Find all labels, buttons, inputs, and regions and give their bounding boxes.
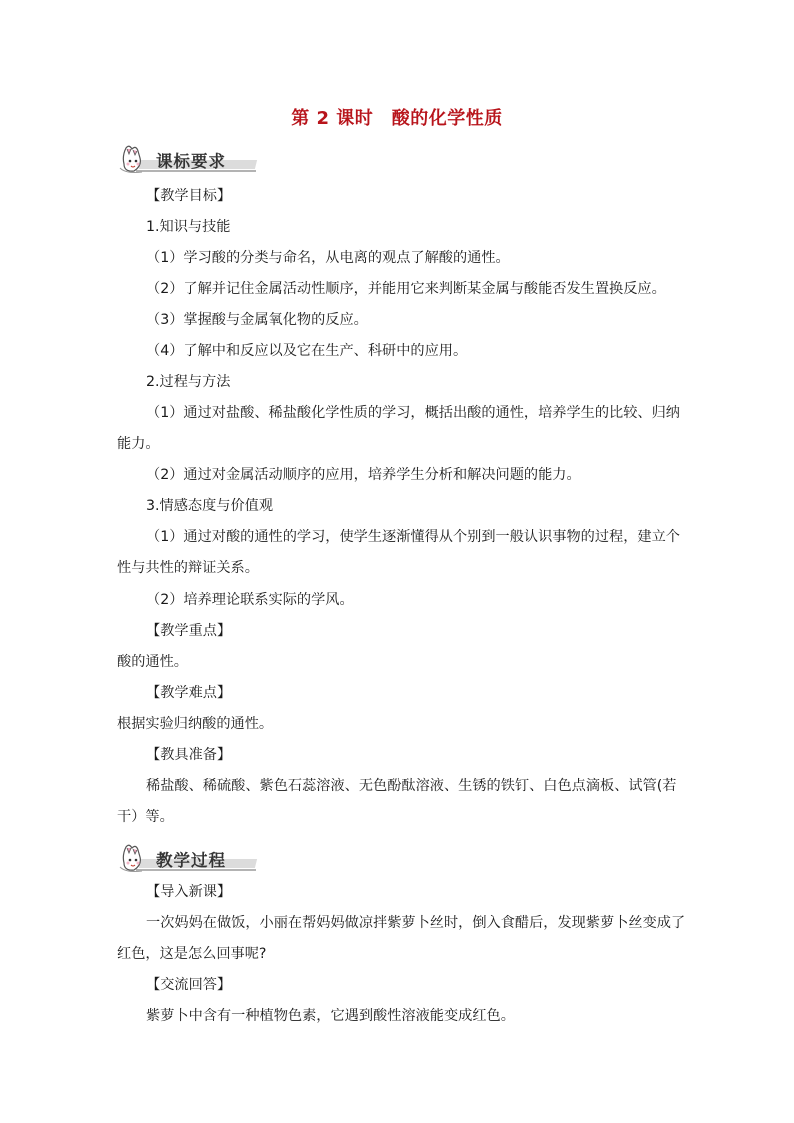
heading-materials: 【教具准备】 — [146, 747, 232, 763]
section-title-standards: 课标要求 — [156, 152, 226, 171]
subheading-values: 3.情感态度与价值观 — [146, 498, 274, 514]
paragraph-line: 根据实验归纳酸的通性。 — [117, 716, 274, 732]
paragraph-line: （2）通过对金属活动顺序的应用，培养学生分析和解决问题的能力。 — [146, 467, 581, 483]
paragraph-line: （2）了解并记住金属活动性顺序，并能用它来判断某金属与酸能否发生置换反应。 — [146, 281, 666, 297]
paragraph-line: 一次妈妈在做饭，小丽在帮妈妈做凉拌紫萝卜丝时，倒入食醋后，发现紫萝卜丝变成了 — [146, 915, 686, 931]
section-title-process: 教学过程 — [156, 851, 226, 870]
subheading-process: 2.过程与方法 — [146, 374, 231, 390]
paragraph-line: （1）通过对酸的通性的学习，使学生逐渐懂得从个别到一般认识事物的过程，建立个 — [146, 529, 680, 545]
paragraph-line: 酸的通性。 — [117, 654, 188, 670]
paragraph-line: 干）等。 — [117, 809, 174, 825]
paragraph-line: （1）学习酸的分类与命名，从电离的观点了解酸的通性。 — [146, 250, 510, 266]
paragraph-line: （3）掌握酸与金属氧化物的反应。 — [146, 312, 368, 328]
heading-introduction: 【导入新课】 — [146, 884, 232, 900]
mascot-icon — [116, 843, 156, 875]
heading-key-points: 【教学重点】 — [146, 623, 232, 639]
paragraph-line: 紫萝卜中含有一种植物色素，它遇到酸性溶液能变成红色。 — [146, 1008, 515, 1024]
mascot-icon — [116, 144, 156, 176]
heading-objectives: 【教学目标】 — [146, 188, 232, 204]
paragraph-line: （2）培养理论联系实际的学风。 — [146, 592, 354, 608]
section-banner-process — [116, 843, 266, 875]
paragraph-line: 稀盐酸、稀硫酸、紫色石蕊溶液、无色酚酞溶液、生锈的铁钉、白色点滴板、试管(若 — [146, 778, 677, 794]
paragraph-line: 能力。 — [117, 436, 160, 452]
paragraph-line: 性与共性的辩证关系。 — [117, 560, 259, 576]
lesson-title: 第 2 课时 酸的化学性质 — [291, 108, 503, 129]
section-banner-standards — [116, 144, 266, 176]
heading-discussion: 【交流回答】 — [146, 977, 232, 993]
subheading-knowledge: 1.知识与技能 — [146, 219, 231, 235]
paragraph-line: 红色，这是怎么回事呢? — [117, 946, 267, 962]
paragraph-line: （4）了解中和反应以及它在生产、科研中的应用。 — [146, 343, 468, 359]
paragraph-line: （1）通过对盐酸、稀盐酸化学性质的学习，概括出酸的通性，培养学生的比较、归纳 — [146, 405, 680, 421]
heading-difficulties: 【教学难点】 — [146, 685, 232, 701]
